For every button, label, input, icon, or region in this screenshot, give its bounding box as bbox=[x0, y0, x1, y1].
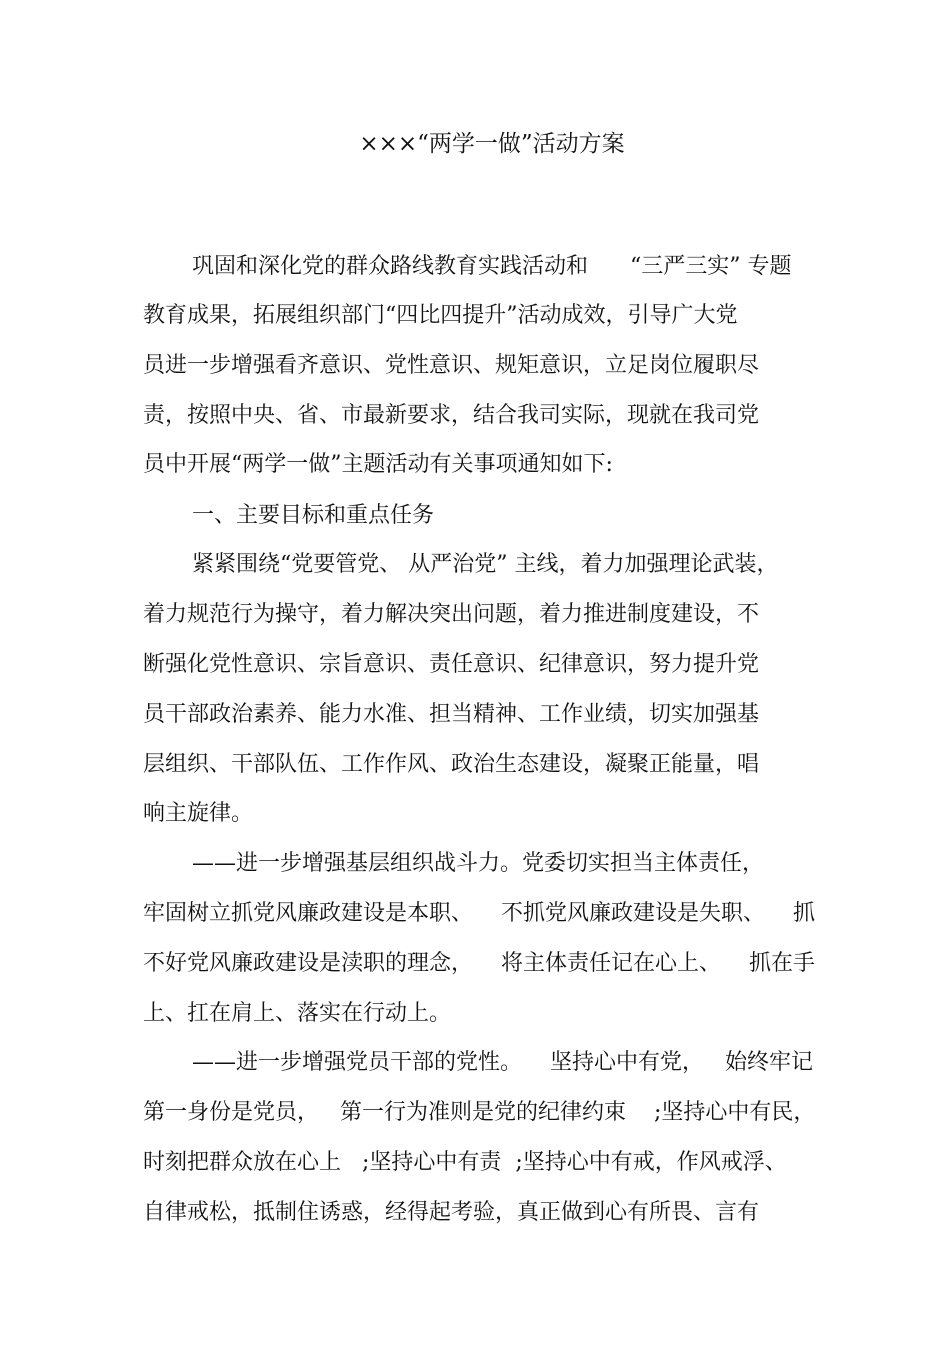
paragraph-line: 响主旋律。 bbox=[143, 801, 254, 826]
paragraph-line: 员干部政治素养、能力水准、担当精神、工作业绩，切实加强基 bbox=[143, 702, 760, 727]
paragraph-line: ——进一步增强基层组织战斗力。党委切实担当主体责任， bbox=[192, 851, 765, 876]
paragraph-line: 层组织、干部队伍、工作作风、政治生态建设，凝聚正能量，唱 bbox=[143, 752, 760, 777]
section-heading: 一、主要目标和重点任务 bbox=[192, 503, 435, 528]
paragraph-line: 责，按照中央、省、市最新要求，结合我司实际，现就在我司党 bbox=[143, 403, 760, 428]
paragraph-line: 着力规范行为操守，着力解决突出问题，着力推进制度建设，不 bbox=[143, 602, 760, 627]
paragraph-line: 自律戒松，抵制住诱惑，经得起考验，真正做到心有所畏、言有 bbox=[143, 1200, 760, 1225]
paragraph-line: 紧紧围绕“党要管党、 从严治党” 主线，着力加强理论武装， bbox=[192, 552, 779, 577]
paragraph-line: 第一身份是党员， 第一行为准则是党的纪律约束 ;坚持心中有民， bbox=[143, 1100, 816, 1125]
document-title: ×××“两学一做”活动方案 bbox=[359, 131, 625, 157]
paragraph-line: 上、扛在肩上、落实在行动上。 bbox=[143, 1001, 452, 1026]
paragraph-line: 不好党风廉政建设是渎职的理念， 将主体责任记在心上、 抓在手 bbox=[143, 951, 815, 976]
paragraph-line: 牢固树立抓党风廉政建设是本职、 不抓党风廉政建设是失职、 抓 bbox=[143, 901, 815, 926]
paragraph-line: ——进一步增强党员干部的党性。 坚持心中有党， 始终牢记 bbox=[192, 1050, 813, 1075]
paragraph-line: 员进一步增强看齐意识、党性意识、规矩意识，立足岗位履职尽 bbox=[143, 353, 760, 378]
paragraph-line: 教育成果，拓展组织部门“四比四提升”活动成效，引导广大党 bbox=[143, 303, 738, 328]
paragraph-line: 员中开展“两学一做”主题活动有关事项通知如下: bbox=[143, 452, 613, 477]
paragraph-line: 巩固和深化党的群众路线教育实践活动和 “三严三实” 专题 bbox=[192, 254, 792, 279]
paragraph-line: 断强化党性意识、宗旨意识、责任意识、纪律意识，努力提升党 bbox=[143, 652, 760, 677]
paragraph-line: 时刻把群众放在心上 ;坚持心中有责 ;坚持心中有戒，作风戒浮、 bbox=[143, 1150, 787, 1175]
